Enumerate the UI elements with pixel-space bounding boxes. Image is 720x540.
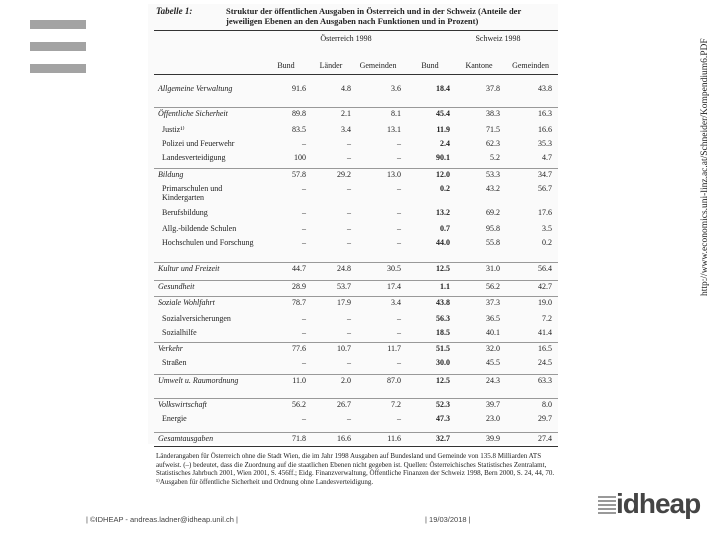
table-row: [148, 224, 558, 234]
group-header-austria: Österreich 1998: [320, 34, 372, 43]
table-row: [148, 238, 558, 248]
table-cell: 2.1: [341, 109, 351, 118]
table-cell: –: [347, 208, 351, 217]
table-cell: 29.7: [538, 414, 552, 423]
table-cell: 56.2: [486, 282, 500, 291]
table-row: [148, 139, 558, 149]
column-header: Kantone: [465, 61, 493, 70]
table-cell: –: [347, 184, 351, 193]
row-label: Gesundheit: [158, 282, 195, 291]
table-cell: 5.2: [490, 153, 500, 162]
note-text: Länderangaben für Österreich ohne die Stadt Wien, die im Jahr 1998 Ausgaben auf Bundesland und Gemeinde von 135.8 Milliarden ATS aufweist. (–) bedeutet, dass die Zuordnung auf die staatlichen Ebenen nicht gegeben ist. Quellen: Österreichisches Statistisches Zentralamt, Statistisches Jahrbuch 2001, Wien 2001, S. 456ff.; Eidg. Finanzverwaltung, Öffentliche Finanzen der Schweiz 1998, Bern 2000, S. 24, 44, 70.: [156, 452, 555, 477]
table-cell: 26.7: [337, 400, 351, 409]
table-cell: 7.2: [391, 400, 401, 409]
table-cell: –: [347, 238, 351, 247]
row-label: Energie: [162, 414, 187, 423]
table-cell: –: [347, 414, 351, 423]
table-cell: –: [302, 184, 306, 193]
table-cell: –: [397, 139, 401, 148]
table-cell: 13.1: [387, 125, 401, 134]
row-label: Straßen: [162, 358, 187, 367]
table-cell: 24.8: [337, 264, 351, 273]
table-cell: 100: [294, 153, 306, 162]
table-cell: 38.3: [486, 109, 500, 118]
table-row: [148, 208, 558, 218]
table-cell: 47.3: [436, 414, 450, 423]
table-cell: 71.8: [292, 434, 306, 443]
table-cell: 91.6: [292, 84, 306, 93]
table-cell: 32.7: [436, 434, 450, 443]
table-cell: –: [302, 314, 306, 323]
table-cell: 24.3: [486, 376, 500, 385]
table-cell: 90.1: [436, 153, 450, 162]
table-cell: 37.3: [486, 298, 500, 307]
row-label: Allg.-bildende Schulen: [162, 224, 237, 233]
table-cell: –: [302, 139, 306, 148]
table-cell: 42.7: [538, 282, 552, 291]
table-cell: –: [397, 153, 401, 162]
table-cell: –: [302, 358, 306, 367]
table-cell: –: [347, 358, 351, 367]
row-label: Sozialversicherungen: [162, 314, 231, 323]
table-cell: 41.4: [538, 328, 552, 337]
table-cell: 3.4: [391, 298, 401, 307]
table-cell: 11.7: [387, 344, 401, 353]
table-row: [148, 184, 558, 202]
table-cell: 71.5: [486, 125, 500, 134]
idheap-logo: [598, 488, 701, 524]
table-caption: Struktur der öffentlichen Ausgaben in Österreich und in der Schweiz (Anteile der jeweiligen Ebenen an den Ausgaben nach Funktionen und in Prozent): [226, 6, 522, 26]
table-cell: 44.0: [436, 238, 450, 247]
table-cell: 0.7: [440, 224, 450, 233]
table-cell: 52.3: [436, 400, 450, 409]
footer-author: | ©IDHEAP - andreas.ladner@idheap.unil.ch |: [86, 515, 238, 524]
row-label: Polizei und Feuerwehr: [162, 139, 235, 148]
table-cell: 69.2: [486, 208, 500, 217]
table-cell: 7.2: [542, 314, 552, 323]
table-cell: –: [397, 238, 401, 247]
table-cell: 53.7: [337, 282, 351, 291]
table-cell: 3.4: [341, 125, 351, 134]
table-cell: 28.9: [292, 282, 306, 291]
table-cell: –: [397, 314, 401, 323]
table-row: [148, 400, 558, 410]
group-header-switzerland: Schweiz 1998: [475, 34, 521, 43]
table-cell: 4.8: [341, 84, 351, 93]
row-label: Hochschulen und Forschung: [162, 238, 254, 247]
table-cell: 53.3: [486, 170, 500, 179]
table-cell: 2.4: [440, 139, 450, 148]
table-row: [148, 298, 558, 308]
column-header: Bund: [421, 61, 439, 70]
table-row: [148, 153, 558, 163]
table-cell: 19.0: [538, 298, 552, 307]
logo-stripes: [598, 496, 616, 516]
column-header: Länder: [319, 61, 343, 70]
table-row: [148, 328, 558, 338]
table-cell: 0.2: [440, 184, 450, 193]
row-label: Volkswirtschaft: [158, 400, 207, 409]
table-cell: 13.0: [387, 170, 401, 179]
table-cell: –: [347, 314, 351, 323]
table-cell: 44.7: [292, 264, 306, 273]
row-label: Landesverteidigung: [162, 153, 226, 162]
table-row: [148, 170, 558, 180]
logo-wordmark: idheap: [616, 488, 701, 519]
table-cell: 55.8: [486, 238, 500, 247]
table-cell: 12.5: [436, 264, 450, 273]
table-cell: 77.6: [292, 344, 306, 353]
table-row: [148, 314, 558, 324]
row-label: Primarschulen und Kindergarten: [162, 184, 223, 202]
table-cell: 40.1: [486, 328, 500, 337]
table-cell: 56.2: [292, 400, 306, 409]
row-label: Umwelt u. Raumordnung: [158, 376, 239, 385]
row-label: Verkehr: [158, 344, 183, 353]
table-cell: 43.8: [538, 84, 552, 93]
table-cell: 11.0: [292, 376, 306, 385]
row-label: Berufsbildung: [162, 208, 208, 217]
table-cell: 3.5: [542, 224, 552, 233]
table-cell: 2.0: [341, 376, 351, 385]
table-cell: 29.2: [337, 170, 351, 179]
table-cell: 11.9: [436, 125, 450, 134]
table-cell: 16.6: [538, 125, 552, 134]
table-cell: 17.6: [538, 208, 552, 217]
row-label: Justiz¹⁾: [162, 125, 185, 134]
table-cell: –: [302, 238, 306, 247]
table-cell: 34.7: [538, 170, 552, 179]
row-label: Sozialhilfe: [162, 328, 197, 337]
row-label: Kultur und Freizeit: [158, 264, 220, 273]
table-cell: 35.3: [538, 139, 552, 148]
table-cell: 45.5: [486, 358, 500, 367]
table-cell: 62.3: [486, 139, 500, 148]
table-cell: 10.7: [337, 344, 351, 353]
table-cell: 17.9: [337, 298, 351, 307]
row-label: Gesamtausgaben: [158, 434, 214, 443]
footer-date: | 19/03/2018 |: [425, 515, 471, 524]
table-cell: 3.6: [391, 84, 401, 93]
table-cell: 1.1: [440, 282, 450, 291]
source-url: [688, 6, 710, 296]
row-label: Allgemeine Verwaltung: [158, 84, 233, 93]
table-row: [148, 376, 558, 386]
table-cell: 27.4: [538, 434, 552, 443]
table-cell: –: [397, 184, 401, 193]
table-cell: 87.0: [387, 376, 401, 385]
table-cell: 17.4: [387, 282, 401, 291]
table-cell: 30.0: [436, 358, 450, 367]
table-cell: 12.0: [436, 170, 450, 179]
table-row: [148, 109, 558, 119]
table-row: [148, 125, 558, 135]
table-cell: 56.7: [538, 184, 552, 193]
table-row: [148, 282, 558, 292]
table-cell: –: [302, 414, 306, 423]
table-cell: 39.9: [486, 434, 500, 443]
table-cell: 16.3: [538, 109, 552, 118]
table-row: [148, 344, 558, 354]
table-cell: 23.0: [486, 414, 500, 423]
table-note: [156, 452, 556, 486]
table-cell: –: [302, 208, 306, 217]
table-cell: –: [397, 224, 401, 233]
table-cell: –: [347, 328, 351, 337]
table-cell: 39.7: [486, 400, 500, 409]
table-row: [148, 434, 558, 444]
table-cell: 32.0: [486, 344, 500, 353]
table-cell: 51.5: [436, 344, 450, 353]
table-cell: 95.8: [486, 224, 500, 233]
column-header: Gemeinden: [359, 61, 397, 70]
table-cell: –: [347, 153, 351, 162]
table-title: Tabelle 1:: [156, 6, 193, 16]
table-cell: 11.6: [387, 434, 401, 443]
table-cell: 36.5: [486, 314, 500, 323]
row-label: Bildung: [158, 170, 184, 179]
table-cell: –: [302, 224, 306, 233]
table-cell: 89.8: [292, 109, 306, 118]
table-cell: 83.5: [292, 125, 306, 134]
table-cell: –: [397, 358, 401, 367]
table-cell: 63.3: [538, 376, 552, 385]
table-cell: 13.2: [436, 208, 450, 217]
table-cell: 30.5: [387, 264, 401, 273]
column-header: Bund: [277, 61, 295, 70]
table-cell: 45.4: [436, 109, 450, 118]
table-cell: –: [347, 139, 351, 148]
table-cell: 16.5: [538, 344, 552, 353]
table-cell: 16.6: [337, 434, 351, 443]
table-cell: 18.4: [436, 84, 450, 93]
table-cell: 8.0: [542, 400, 552, 409]
table-cell: –: [347, 224, 351, 233]
table-row: [148, 358, 558, 368]
table-cell: 78.7: [292, 298, 306, 307]
row-label: Öffentliche Sicherheit: [158, 109, 228, 118]
table-cell: 8.1: [391, 109, 401, 118]
table-cell: 31.0: [486, 264, 500, 273]
table-cell: –: [397, 208, 401, 217]
table-row: [148, 264, 558, 274]
table-cell: 57.8: [292, 170, 306, 179]
table-row: [148, 414, 558, 424]
footnote-text: ¹⁾Ausgaben für öffentliche Sicherheit und Ordnung ohne Landesverteidigung.: [156, 477, 374, 486]
column-header: Gemeinden: [512, 61, 549, 70]
table-cell: 56.4: [538, 264, 552, 273]
table-cell: 37.8: [486, 84, 500, 93]
table-cell: 43.8: [436, 298, 450, 307]
table-cell: 18.5: [436, 328, 450, 337]
table-cell: 12.5: [436, 376, 450, 385]
table-row: [148, 84, 558, 94]
table-cell: 4.7: [542, 153, 552, 162]
table-cell: 24.5: [538, 358, 552, 367]
table-cell: 0.2: [542, 238, 552, 247]
table-cell: 43.2: [486, 184, 500, 193]
table-cell: –: [397, 414, 401, 423]
scanned-table: [148, 4, 558, 486]
source-url-text: http://www.economics.uni-linz.ac.at/Schneider/Kompendium6.PDF: [700, 38, 710, 296]
table-cell: –: [302, 328, 306, 337]
table-cell: 56.3: [436, 314, 450, 323]
table-cell: –: [397, 328, 401, 337]
row-label: Soziale Wohlfahrt: [158, 298, 215, 307]
